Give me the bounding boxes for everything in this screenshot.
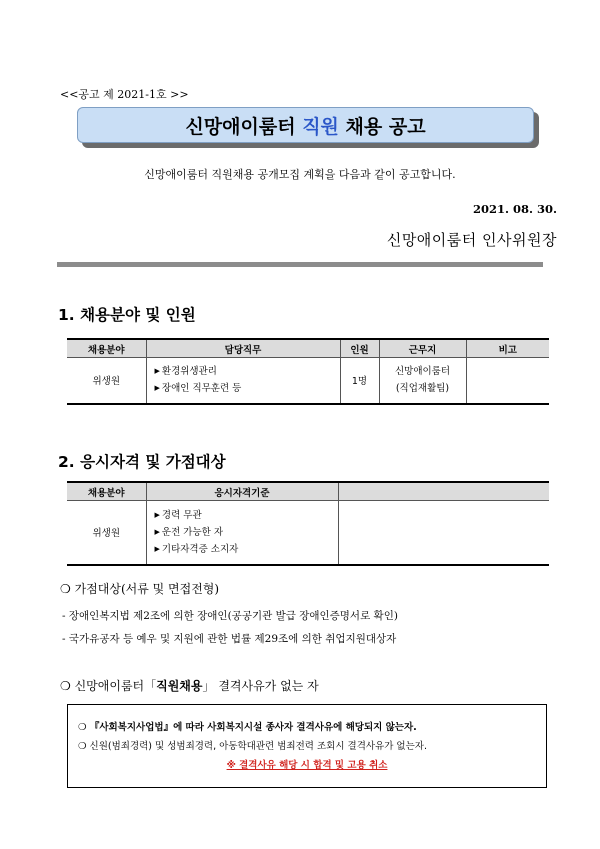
disqualify-warning: ※ 결격사유 해당 시 합격 및 고용 취소 [226,760,388,771]
disqualify-heading-emph: 직원채용 [156,679,203,693]
header-empty [338,482,549,501]
title-banner [77,107,534,143]
title-suffix: 채용 공고 [338,115,426,138]
recruitment-table [67,338,549,405]
intro-text: 신망애이룸터 직원채용 공개모집 계획을 다음과 같이 공고합니다. [144,168,456,181]
divider [57,262,543,267]
location-line1: 신망애이룸터 [394,366,451,378]
cell-empty [338,501,549,565]
qualification-table [67,481,549,566]
section2-title: 2. 응시자격 및 가점대상 [58,453,226,471]
header-count: 인원 [340,339,379,358]
triangle-bullet-icon: ▶ [154,527,160,536]
cell-field: 위생원 [67,501,146,565]
header-criteria: 응시자격기준 [146,482,338,501]
duty-item: ▶ 환경위생관리 [154,366,217,378]
location-line2: (직업재활팀) [395,383,450,395]
cell-location [379,358,466,404]
triangle-bullet-icon: ▶ [154,544,160,553]
header-location: 근무지 [379,339,466,358]
triangle-bullet-icon: ▶ [154,367,160,376]
table-header-row [67,482,549,501]
title-prefix: 신망애이룸터 [185,115,303,138]
criteria-item: ▶ 운전 가능한 자 [154,526,223,538]
header-field: 채용분야 [67,482,146,501]
duty-item: ▶ 장애인 직무훈련 등 [154,383,242,395]
cell-duties [146,358,340,404]
notice-date: 2021. 08. 30. [472,202,557,216]
table-row [67,501,549,565]
title-highlight: 직원 [302,115,339,138]
notice-number: <<공고 제 2021-1호 >> [60,88,189,101]
disqualify-heading-suffix: 」 결격사유가 없는 자 [202,679,319,693]
disqualify-heading [60,677,319,694]
bonus-item: - 장애인복지법 제2조에 의한 장애인(공공기관 발급 장애인증명서로 확인) [62,610,398,622]
header-field: 채용분야 [67,339,146,358]
triangle-bullet-icon: ▶ [154,510,160,519]
disqualify-line2: ❍ 신원(범죄경력) 및 성범죄경력, 아동학대관련 범죄전력 조회시 결격사유가 없는자. [78,741,427,752]
cell-field: 위생원 [67,358,146,404]
triangle-bullet-icon: ▶ [154,384,160,393]
table-header-row [67,339,549,358]
criteria-item: ▶ 기타자격증 소지자 [154,543,239,555]
table-row [67,358,549,404]
cell-note [466,358,549,404]
cell-count: 1명 [340,358,379,404]
bonus-item: - 국가유공자 등 예우 및 지원에 관한 법률 제29조에 의한 취업지원대상자 [62,633,397,645]
section1-title: 1. 채용분야 및 인원 [58,306,196,324]
disqualify-line1: ❍ 『사회복지사업법』에 따라 사회복지시설 종사자 결격사유에 해당되지 않는자. [78,722,417,733]
header-note: 비고 [466,339,549,358]
cell-criteria [146,501,338,565]
bonus-heading: ❍ 가점대상(서류 및 면접전형) [60,582,220,596]
organization-name: 신망애이룸터 인사위원장 [386,231,557,249]
page-title [77,107,534,143]
header-duty: 담당직무 [146,339,340,358]
disqualify-box [67,704,547,788]
disqualify-heading-prefix: ❍ 신망애이룸터「 [60,679,157,693]
criteria-item: ▶ 경력 무관 [154,509,202,521]
